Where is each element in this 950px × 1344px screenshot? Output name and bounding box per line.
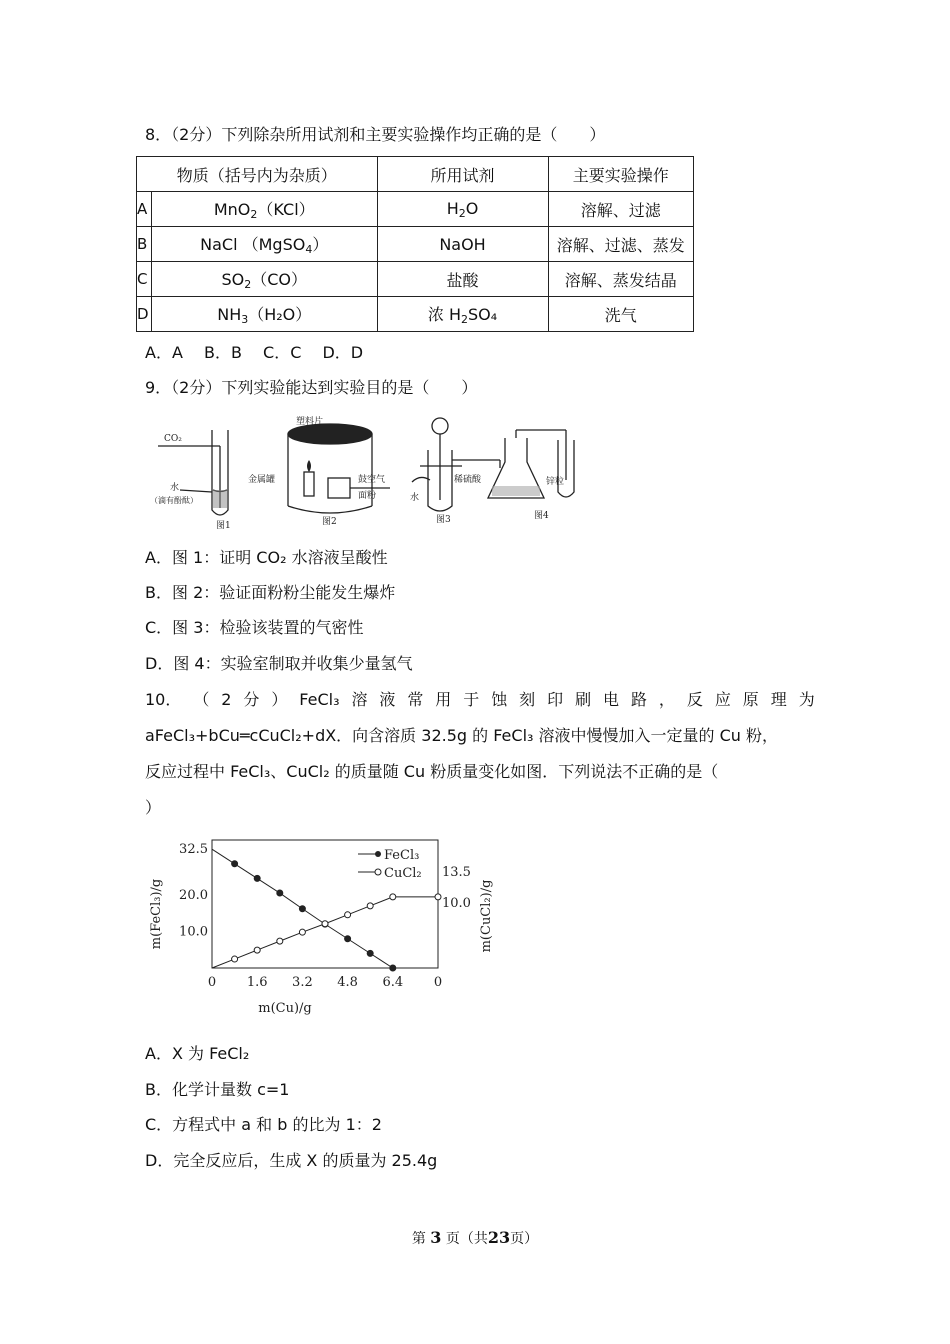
table-row [137, 227, 694, 262]
q10-line-4: ） [145, 798, 162, 817]
row-substance: $NH_3(H_2O)$ [152, 297, 378, 332]
q10-option-c: C．方程式中 a 和 b 的比为 1：2 [145, 1115, 382, 1134]
q10-option-a: A．X 为 FeCl₂ [145, 1044, 250, 1063]
q8-options: A．A B．B C．C D．D [145, 343, 364, 362]
y-right-tick-label: 13.5 [442, 865, 471, 880]
page-number: 3 [430, 1228, 442, 1247]
figure-4 [488, 430, 574, 521]
q10-stem [145, 682, 815, 826]
label-flour: 面粉 [358, 491, 377, 501]
row-substance: MnO$_2$（KCl） [152, 192, 378, 227]
row-operation: 洗气 [548, 297, 693, 332]
y-left-tick-label: 20.0 [179, 887, 208, 903]
label-acid: 稀硫酸 [454, 475, 482, 485]
y-left-axis-label: m(FeCl₃)/g [149, 878, 164, 950]
row-reagent: 盐酸 [377, 262, 548, 297]
row-letter: D [137, 297, 152, 332]
data-point-cucl2 [299, 929, 305, 935]
data-point-cucl2 [367, 903, 373, 909]
data-point-fecl3 [254, 875, 260, 881]
q8-table [136, 156, 694, 332]
x-tick-label: 0 [433, 975, 443, 990]
q9-option-c: C．图 3：检验该装置的气密性 [145, 618, 364, 637]
x-tick-label: 4.8 [337, 975, 358, 990]
legend-label-fecl3: FeCl₃ [384, 848, 420, 863]
row-operation: 溶解、过滤、蒸发 [548, 227, 693, 262]
q9-stem: 9．（2分）下列实验能达到实验目的是（ ） [145, 378, 478, 397]
y-left-tick-label: 32.5 [179, 842, 208, 858]
x-tick-label: 0 [207, 975, 217, 990]
row-operation: 溶解、过滤 [548, 192, 693, 227]
data-point-fecl3 [299, 906, 305, 912]
q9-option-b: B．图 2：验证面粉粉尘能发生爆炸 [145, 583, 396, 602]
legend-marker-fecl3 [375, 851, 381, 857]
row-reagent: $H_2O$ [377, 192, 548, 227]
table-row [137, 192, 694, 227]
x-tick-label: 3.2 [292, 975, 313, 990]
label-water: 水 [170, 483, 180, 493]
data-point-cucl2 [232, 956, 238, 962]
series-line-cucl2 [212, 897, 438, 968]
row-reagent: NaOH [377, 227, 548, 262]
q10-line-2: aFeCl₃+bCu═cCuCl₂+dX．向含溶质 32.5g 的 FeCl₃ 溶液中慢慢加入一定量的 Cu 粉， [145, 726, 778, 745]
q10-line-3: 反应过程中 FeCl₃、CuCl₂ 的质量随 Cu 粉质量变化如图．下列说法不正确的是（ [145, 762, 719, 781]
row-letter: A [137, 192, 152, 227]
label-fig4: 图4 [534, 511, 549, 521]
row-substance: $SO_2(CO)$ [152, 262, 378, 297]
header-reagent: 所用试剂 [377, 157, 548, 192]
row-reagent: 浓 $H_2SO_4$ [377, 297, 548, 332]
y-right-axis-label: m(CuCl₂)/g [479, 879, 494, 953]
label-zinc: 锌粒 [546, 477, 565, 487]
table-row [137, 297, 694, 332]
data-point-fecl3 [232, 861, 238, 867]
q10-chart [140, 832, 510, 1032]
q9-option-a: A．图 1：证明 CO₂ 水溶液呈酸性 [145, 548, 388, 567]
label-co2: CO₂ [164, 434, 182, 444]
table-row [137, 262, 694, 297]
row-substance: NaCl （MgSO$_4$） [152, 227, 378, 262]
label-fig3: 图3 [436, 515, 451, 525]
figure-1 [150, 430, 231, 531]
figure-2 [248, 415, 390, 527]
label-litmus: （滴有酚酞） [150, 496, 198, 505]
table-header-row [137, 157, 694, 192]
data-point-cucl2 [254, 947, 260, 953]
label-can: 金属罐 [248, 475, 276, 485]
figure-3 [410, 418, 500, 525]
q10-line-1: 10． （ 2 分 ） FeCl₃ 溶 液 常 用 于 蚀 刻 印 刷 电 路 ， 反 应 原 理 为 [145, 690, 815, 709]
row-letter: B [137, 227, 152, 262]
legend-label-cucl2: CuCl₂ [384, 866, 422, 881]
x-tick-label: 1.6 [246, 975, 268, 990]
q9-apparatus-figure [150, 410, 590, 532]
data-point-cucl2 [322, 921, 328, 927]
label-plastic: 塑料片 [296, 417, 324, 427]
label-air: 鼓空气 [358, 475, 386, 485]
data-point-cucl2 [277, 938, 283, 944]
x-axis-label: m(Cu)/g [258, 1001, 312, 1016]
x-tick-label: 6.4 [382, 975, 404, 990]
label-fig2: 图2 [322, 517, 337, 527]
y-right-tick-label: 10.0 [442, 895, 471, 911]
row-operation: 溶解、蒸发结晶 [548, 262, 693, 297]
label-fig1: 图1 [216, 521, 231, 531]
q10-option-d: D．完全反应后，生成 X 的质量为 25.4g [145, 1151, 438, 1170]
q8-stem: 8．（2分）下列除杂所用试剂和主要实验操作均正确的是（ ） [145, 125, 606, 144]
header-operation: 主要实验操作 [548, 157, 693, 192]
y-left-tick-label: 10.0 [179, 924, 208, 940]
q10-option-b: B．化学计量数 c=1 [145, 1080, 290, 1099]
row-letter: C [137, 262, 152, 297]
data-point-cucl2 [435, 894, 441, 900]
q9-option-d: D．图 4：实验室制取并收集少量氢气 [145, 654, 413, 673]
data-point-fecl3 [345, 936, 351, 942]
data-point-fecl3 [390, 965, 396, 971]
data-point-fecl3 [277, 890, 283, 896]
label-water3: 水 [410, 493, 420, 503]
header-substance: 物质（括号内为杂质） [137, 157, 378, 192]
data-point-cucl2 [345, 912, 351, 918]
page-total: 23 [487, 1228, 511, 1247]
page-footer: 第 3 页（共23页） [411, 1228, 539, 1247]
legend-marker-cucl2 [375, 869, 381, 875]
data-point-cucl2 [390, 894, 396, 900]
data-point-fecl3 [367, 950, 373, 956]
